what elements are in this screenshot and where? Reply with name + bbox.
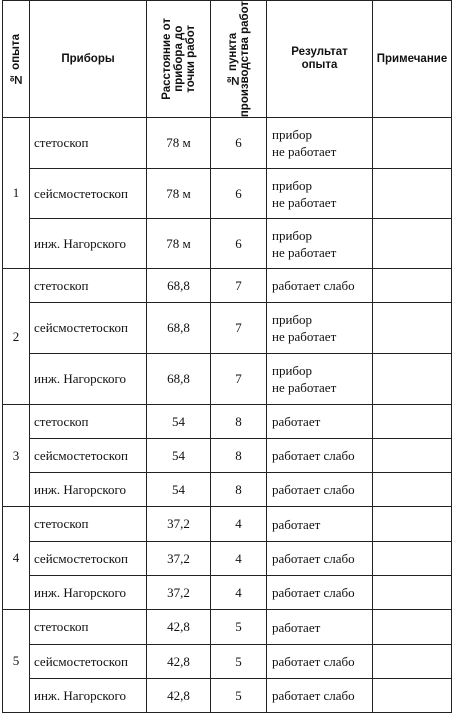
device-cell: инж. Нагорского [30, 473, 147, 507]
note-cell [373, 576, 452, 610]
work-point-cell: 8 [211, 405, 267, 439]
note-cell [373, 354, 452, 405]
header-work-point-no: № пункта производства работ [211, 1, 267, 118]
result-cell: работает слабо [267, 542, 373, 576]
result-cell: прибор не работает [267, 118, 373, 169]
table-row [3, 405, 452, 439]
distance-cell: 37,2 [147, 507, 211, 542]
result-cell: работает [267, 610, 373, 645]
distance-cell: 78 м [147, 219, 211, 269]
header-experiment-no: № опыта [3, 1, 30, 118]
device-cell: сейсмостетоскоп [30, 542, 147, 576]
table-row [3, 576, 452, 610]
note-cell [373, 610, 452, 645]
work-point-cell: 6 [211, 118, 267, 169]
experiment-number: 5 [3, 610, 30, 713]
work-point-cell: 5 [211, 610, 267, 645]
table-row [3, 645, 452, 679]
table-row [3, 439, 452, 473]
device-cell: стетоскоп [30, 405, 147, 439]
distance-cell: 68,8 [147, 354, 211, 405]
experiment-number: 2 [3, 269, 30, 405]
header-devices: Приборы [30, 1, 147, 118]
note-cell [373, 679, 452, 713]
table-row [3, 542, 452, 576]
work-point-cell: 7 [211, 269, 267, 303]
device-cell: стетоскоп [30, 610, 147, 645]
header-note: Примечание [373, 1, 452, 118]
result-cell: работает [267, 405, 373, 439]
device-cell: сейсмостетоскоп [30, 645, 147, 679]
table-row [3, 169, 452, 219]
result-cell: работает [267, 507, 373, 542]
device-cell: инж. Нагорского [30, 219, 147, 269]
distance-cell: 42,8 [147, 645, 211, 679]
note-cell [373, 303, 452, 354]
work-point-cell: 6 [211, 169, 267, 219]
work-point-cell: 7 [211, 303, 267, 354]
note-cell [373, 118, 452, 169]
experiments-table [2, 0, 452, 713]
device-cell: инж. Нагорского [30, 576, 147, 610]
device-cell: сейсмостетоскоп [30, 303, 147, 354]
device-cell: стетоскоп [30, 507, 147, 542]
device-cell: сейсмостетоскоп [30, 169, 147, 219]
note-cell [373, 439, 452, 473]
table-row [3, 354, 452, 405]
result-cell: прибор не работает [267, 354, 373, 405]
header-result: Результат опыта [267, 1, 373, 118]
distance-cell: 37,2 [147, 542, 211, 576]
note-cell [373, 169, 452, 219]
work-point-cell: 5 [211, 679, 267, 713]
work-point-cell: 7 [211, 354, 267, 405]
work-point-cell: 4 [211, 542, 267, 576]
result-cell: работает слабо [267, 679, 373, 713]
note-cell [373, 219, 452, 269]
work-point-cell: 6 [211, 219, 267, 269]
header-row [3, 1, 452, 118]
distance-cell: 54 [147, 405, 211, 439]
result-cell: прибор не работает [267, 303, 373, 354]
work-point-cell: 8 [211, 439, 267, 473]
device-cell: инж. Нагорского [30, 679, 147, 713]
table-row [3, 303, 452, 354]
distance-cell: 68,8 [147, 303, 211, 354]
table-row [3, 610, 452, 645]
distance-cell: 54 [147, 439, 211, 473]
table-row [3, 473, 452, 507]
table-row [3, 118, 452, 169]
distance-cell: 54 [147, 473, 211, 507]
device-cell: стетоскоп [30, 269, 147, 303]
distance-cell: 42,8 [147, 610, 211, 645]
work-point-cell: 8 [211, 473, 267, 507]
distance-cell: 42,8 [147, 679, 211, 713]
result-cell: прибор не работает [267, 219, 373, 269]
note-cell [373, 405, 452, 439]
result-cell: работает слабо [267, 439, 373, 473]
distance-cell: 78 м [147, 118, 211, 169]
experiment-number: 3 [3, 405, 30, 507]
distance-cell: 78 м [147, 169, 211, 219]
note-cell [373, 645, 452, 679]
note-cell [373, 473, 452, 507]
header-distance: Расстояние от прибора до точки работ [147, 1, 211, 118]
work-point-cell: 5 [211, 645, 267, 679]
note-cell [373, 542, 452, 576]
experiment-number: 1 [3, 118, 30, 269]
device-cell: сейсмостетоскоп [30, 439, 147, 473]
experiment-number: 4 [3, 507, 30, 610]
table-row [3, 219, 452, 269]
work-point-cell: 4 [211, 507, 267, 542]
result-cell: работает слабо [267, 645, 373, 679]
device-cell: инж. Нагорского [30, 354, 147, 405]
table-row [3, 269, 452, 303]
device-cell: стетоскоп [30, 118, 147, 169]
distance-cell: 37,2 [147, 576, 211, 610]
note-cell [373, 507, 452, 542]
distance-cell: 68,8 [147, 269, 211, 303]
result-cell: работает слабо [267, 269, 373, 303]
note-cell [373, 269, 452, 303]
table-row [3, 679, 452, 713]
table-row [3, 507, 452, 542]
result-cell: работает слабо [267, 473, 373, 507]
result-cell: работает слабо [267, 576, 373, 610]
result-cell: прибор не работает [267, 169, 373, 219]
work-point-cell: 4 [211, 576, 267, 610]
